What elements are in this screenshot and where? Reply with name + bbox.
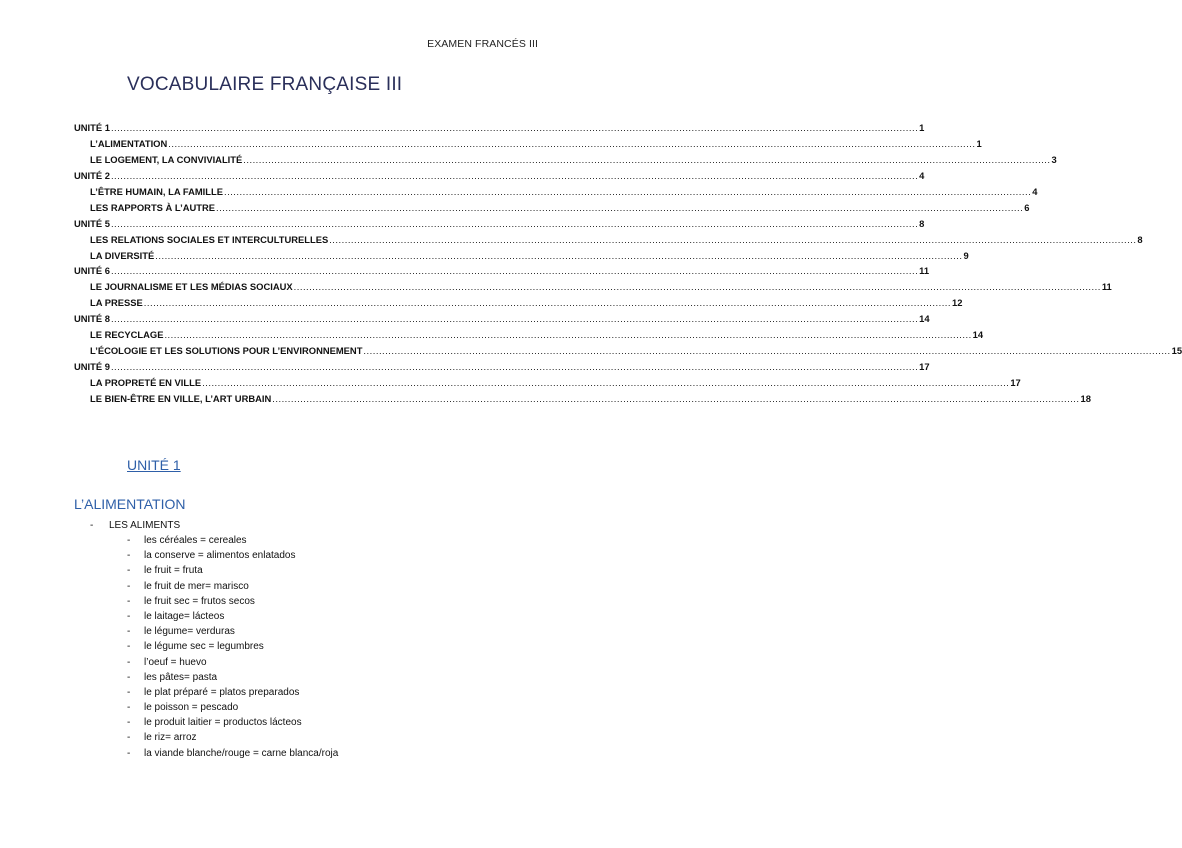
toc-entry-label: LA PROPRETÉ EN VILLE (90, 377, 202, 388)
list-bullet: - (127, 535, 131, 546)
list-item-text: la viande blanche/rouge = carne blanca/roja (144, 747, 339, 759)
toc-entry[interactable] (74, 200, 1030, 216)
toc-entry-label: UNITÉ 1 (74, 122, 110, 133)
toc-leader-dots: .................................................................................................................................................................................................................................................................... (110, 122, 919, 133)
list-bullet: - (127, 641, 131, 653)
toc-entry[interactable] (74, 263, 930, 279)
toc-entry-label: L’ÊTRE HUMAIN, LA FAMILLE (90, 185, 223, 197)
toc-entry-page: 15 (1171, 345, 1182, 357)
list-item (127, 609, 338, 624)
toc-entry-page: 18 (1080, 392, 1091, 404)
list-title: LES ALIMENTS (109, 520, 181, 531)
toc-leader-dots: .................................................................................................................................................................................................................................................................... (143, 297, 952, 309)
toc-entry[interactable] (74, 152, 1057, 168)
list-bullet: - (127, 595, 131, 607)
toc-entry[interactable] (74, 359, 930, 375)
list-item-text: la conserve = alimentos enlatados (144, 550, 296, 562)
list-bullet: - (90, 520, 94, 531)
list-bullet: - (127, 732, 131, 744)
toc-entry-label: LE BIEN-ÊTRE EN VILLE, L’ART URBAIN (90, 392, 272, 404)
list-bullet: - (127, 565, 131, 577)
list-item-text: le légume sec = legumbres (144, 641, 264, 653)
document-title: VOCABULAIRE FRANÇAISE III (127, 74, 403, 95)
toc-entry[interactable] (74, 295, 963, 311)
toc-entry-page: 3 (1051, 153, 1057, 165)
toc-leader-dots: .................................................................................................................................................................................................................................................................... (216, 201, 1024, 213)
toc-entry[interactable] (74, 391, 1091, 407)
toc-entry-page: 8 (1137, 233, 1143, 245)
toc-entry-page: 17 (919, 361, 930, 373)
list-item-text: les pâtes= pasta (144, 671, 218, 683)
unit-heading: UNITÉ 1 (127, 457, 181, 473)
toc-entry[interactable] (74, 248, 969, 264)
toc-entry[interactable] (74, 375, 1021, 391)
toc-leader-dots: .................................................................................................................................................................................................................................................................... (272, 392, 1080, 404)
toc-entry-page: 14 (972, 329, 984, 341)
list-item-text: le fruit de mer= marisco (144, 580, 249, 592)
toc-leader-dots: .................................................................................................................................................................................................................................................................... (164, 329, 972, 341)
list-bullet: - (127, 656, 131, 668)
toc-entry-label: UNITÉ 2 (74, 169, 110, 181)
list-bullet: - (127, 686, 131, 698)
toc-entry[interactable] (74, 327, 984, 343)
toc-entry-label: LE RECYCLAGE (90, 329, 164, 341)
list-item (127, 715, 338, 730)
list-bullet: - (127, 550, 131, 562)
toc-entry-label: LE JOURNALISME ET LES MÉDIAS SOCIAUX (90, 281, 293, 293)
list-item-text: le poisson = pescado (144, 702, 239, 714)
toc-entry[interactable] (74, 120, 925, 136)
toc-entry-label: L’ÉCOLOGIE ET LES SOLUTIONS POUR L’ENVIRONNEMENT (90, 345, 363, 357)
toc-entry-page: 6 (1024, 201, 1030, 213)
list-item (127, 655, 338, 670)
toc-entry-page: 12 (952, 297, 963, 309)
toc-leader-dots: .................................................................................................................................................................................................................................................................... (110, 217, 919, 229)
toc-entry-label: LE LOGEMENT, LA CONVIVIALITÉ (90, 153, 243, 165)
toc-leader-dots: .................................................................................................................................................................................................................................................................... (243, 153, 1051, 165)
page-header: EXAMEN FRANCÉS III (427, 38, 538, 50)
list-bullet: - (127, 626, 131, 638)
list-item (127, 685, 338, 700)
toc-entry[interactable] (74, 136, 982, 152)
toc-entry-page: 11 (1101, 281, 1112, 293)
toc-entry-page: 8 (919, 217, 925, 229)
list-bullet: - (127, 610, 131, 622)
toc-leader-dots: .................................................................................................................................................................................................................................................................... (168, 137, 976, 149)
list-item-text: le fruit sec = frutos secos (144, 595, 255, 607)
toc-entry-page: 9 (963, 249, 969, 261)
list-bullet: - (127, 717, 131, 729)
toc-leader-dots: .................................................................................................................................................................................................................................................................... (155, 249, 963, 261)
list-bullet: - (127, 747, 131, 759)
toc-entry[interactable] (74, 279, 1112, 295)
toc-entry-label: LES RELATIONS SOCIALES ET INTERCULTURELLES (90, 233, 329, 245)
toc-leader-dots: .................................................................................................................................................................................................................................................................... (223, 185, 1032, 197)
list-item (127, 533, 338, 548)
toc-entry-page: 4 (919, 169, 925, 181)
toc-entry-page: 1 (919, 122, 925, 133)
list-bullet: - (127, 580, 131, 592)
list-bullet: - (127, 671, 131, 683)
toc-entry-label: LA PRESSE (90, 297, 143, 309)
toc-leader-dots: .................................................................................................................................................................................................................................................................... (110, 361, 919, 373)
toc-entry[interactable] (74, 216, 925, 232)
toc-entry-page: 4 (1032, 185, 1038, 197)
toc-entry-page: 14 (919, 313, 930, 325)
toc-entry[interactable] (74, 232, 1143, 248)
toc-entry[interactable] (74, 184, 1038, 200)
toc-entry-page: 11 (919, 265, 930, 277)
list-item (127, 594, 338, 609)
toc-leader-dots: .................................................................................................................................................................................................................................................................... (329, 233, 1137, 245)
list-item (127, 730, 338, 745)
list-heading (90, 518, 338, 533)
list-item-text: le riz= arroz (144, 732, 197, 744)
vocabulary-list (90, 518, 338, 761)
toc-entry[interactable] (74, 343, 1182, 359)
list-item-text: le plat préparé = platos preparados (144, 686, 300, 698)
list-item (127, 563, 338, 578)
list-bullet: - (127, 702, 131, 714)
table-of-contents (74, 120, 1182, 407)
toc-leader-dots: .................................................................................................................................................................................................................................................................... (202, 377, 1010, 388)
toc-entry-label: LES RAPPORTS À L’AUTRE (90, 201, 216, 213)
list-item (127, 579, 338, 594)
toc-entry-label: L’ALIMENTATION (90, 137, 168, 149)
list-item-text: le produit laitier = productos lácteos (144, 717, 302, 729)
toc-entry-page: 1 (976, 137, 982, 149)
toc-entry-page: 17 (1010, 377, 1021, 388)
toc-entry[interactable] (74, 311, 930, 327)
section-heading: L’ALIMENTATION (74, 496, 186, 512)
list-item (127, 700, 338, 715)
list-item (127, 639, 338, 654)
toc-leader-dots: .................................................................................................................................................................................................................................................................... (363, 345, 1171, 357)
vocabulary-items (90, 533, 338, 761)
list-item (127, 746, 338, 761)
list-item (127, 670, 338, 685)
toc-entry-label: UNITÉ 5 (74, 217, 110, 229)
toc-entry-label: UNITÉ 9 (74, 361, 110, 373)
toc-entry[interactable] (74, 168, 925, 184)
list-item (127, 624, 338, 639)
list-item-text: le fruit = fruta (144, 565, 203, 577)
list-item-text: le laitage= lácteos (144, 610, 225, 622)
toc-leader-dots: .................................................................................................................................................................................................................................................................... (110, 265, 919, 277)
toc-leader-dots: .................................................................................................................................................................................................................................................................... (293, 281, 1101, 293)
toc-entry-label: UNITÉ 8 (74, 313, 110, 325)
list-item-text: l’oeuf = huevo (144, 656, 207, 668)
toc-leader-dots: .................................................................................................................................................................................................................................................................... (110, 169, 919, 181)
list-item-text: le légume= verduras (144, 626, 235, 638)
list-item-text: les céréales = cereales (144, 535, 247, 546)
toc-leader-dots: .................................................................................................................................................................................................................................................................... (110, 313, 919, 325)
toc-entry-label: UNITÉ 6 (74, 265, 110, 277)
list-item (127, 548, 338, 563)
toc-entry-label: LA DIVERSITÉ (90, 249, 155, 261)
